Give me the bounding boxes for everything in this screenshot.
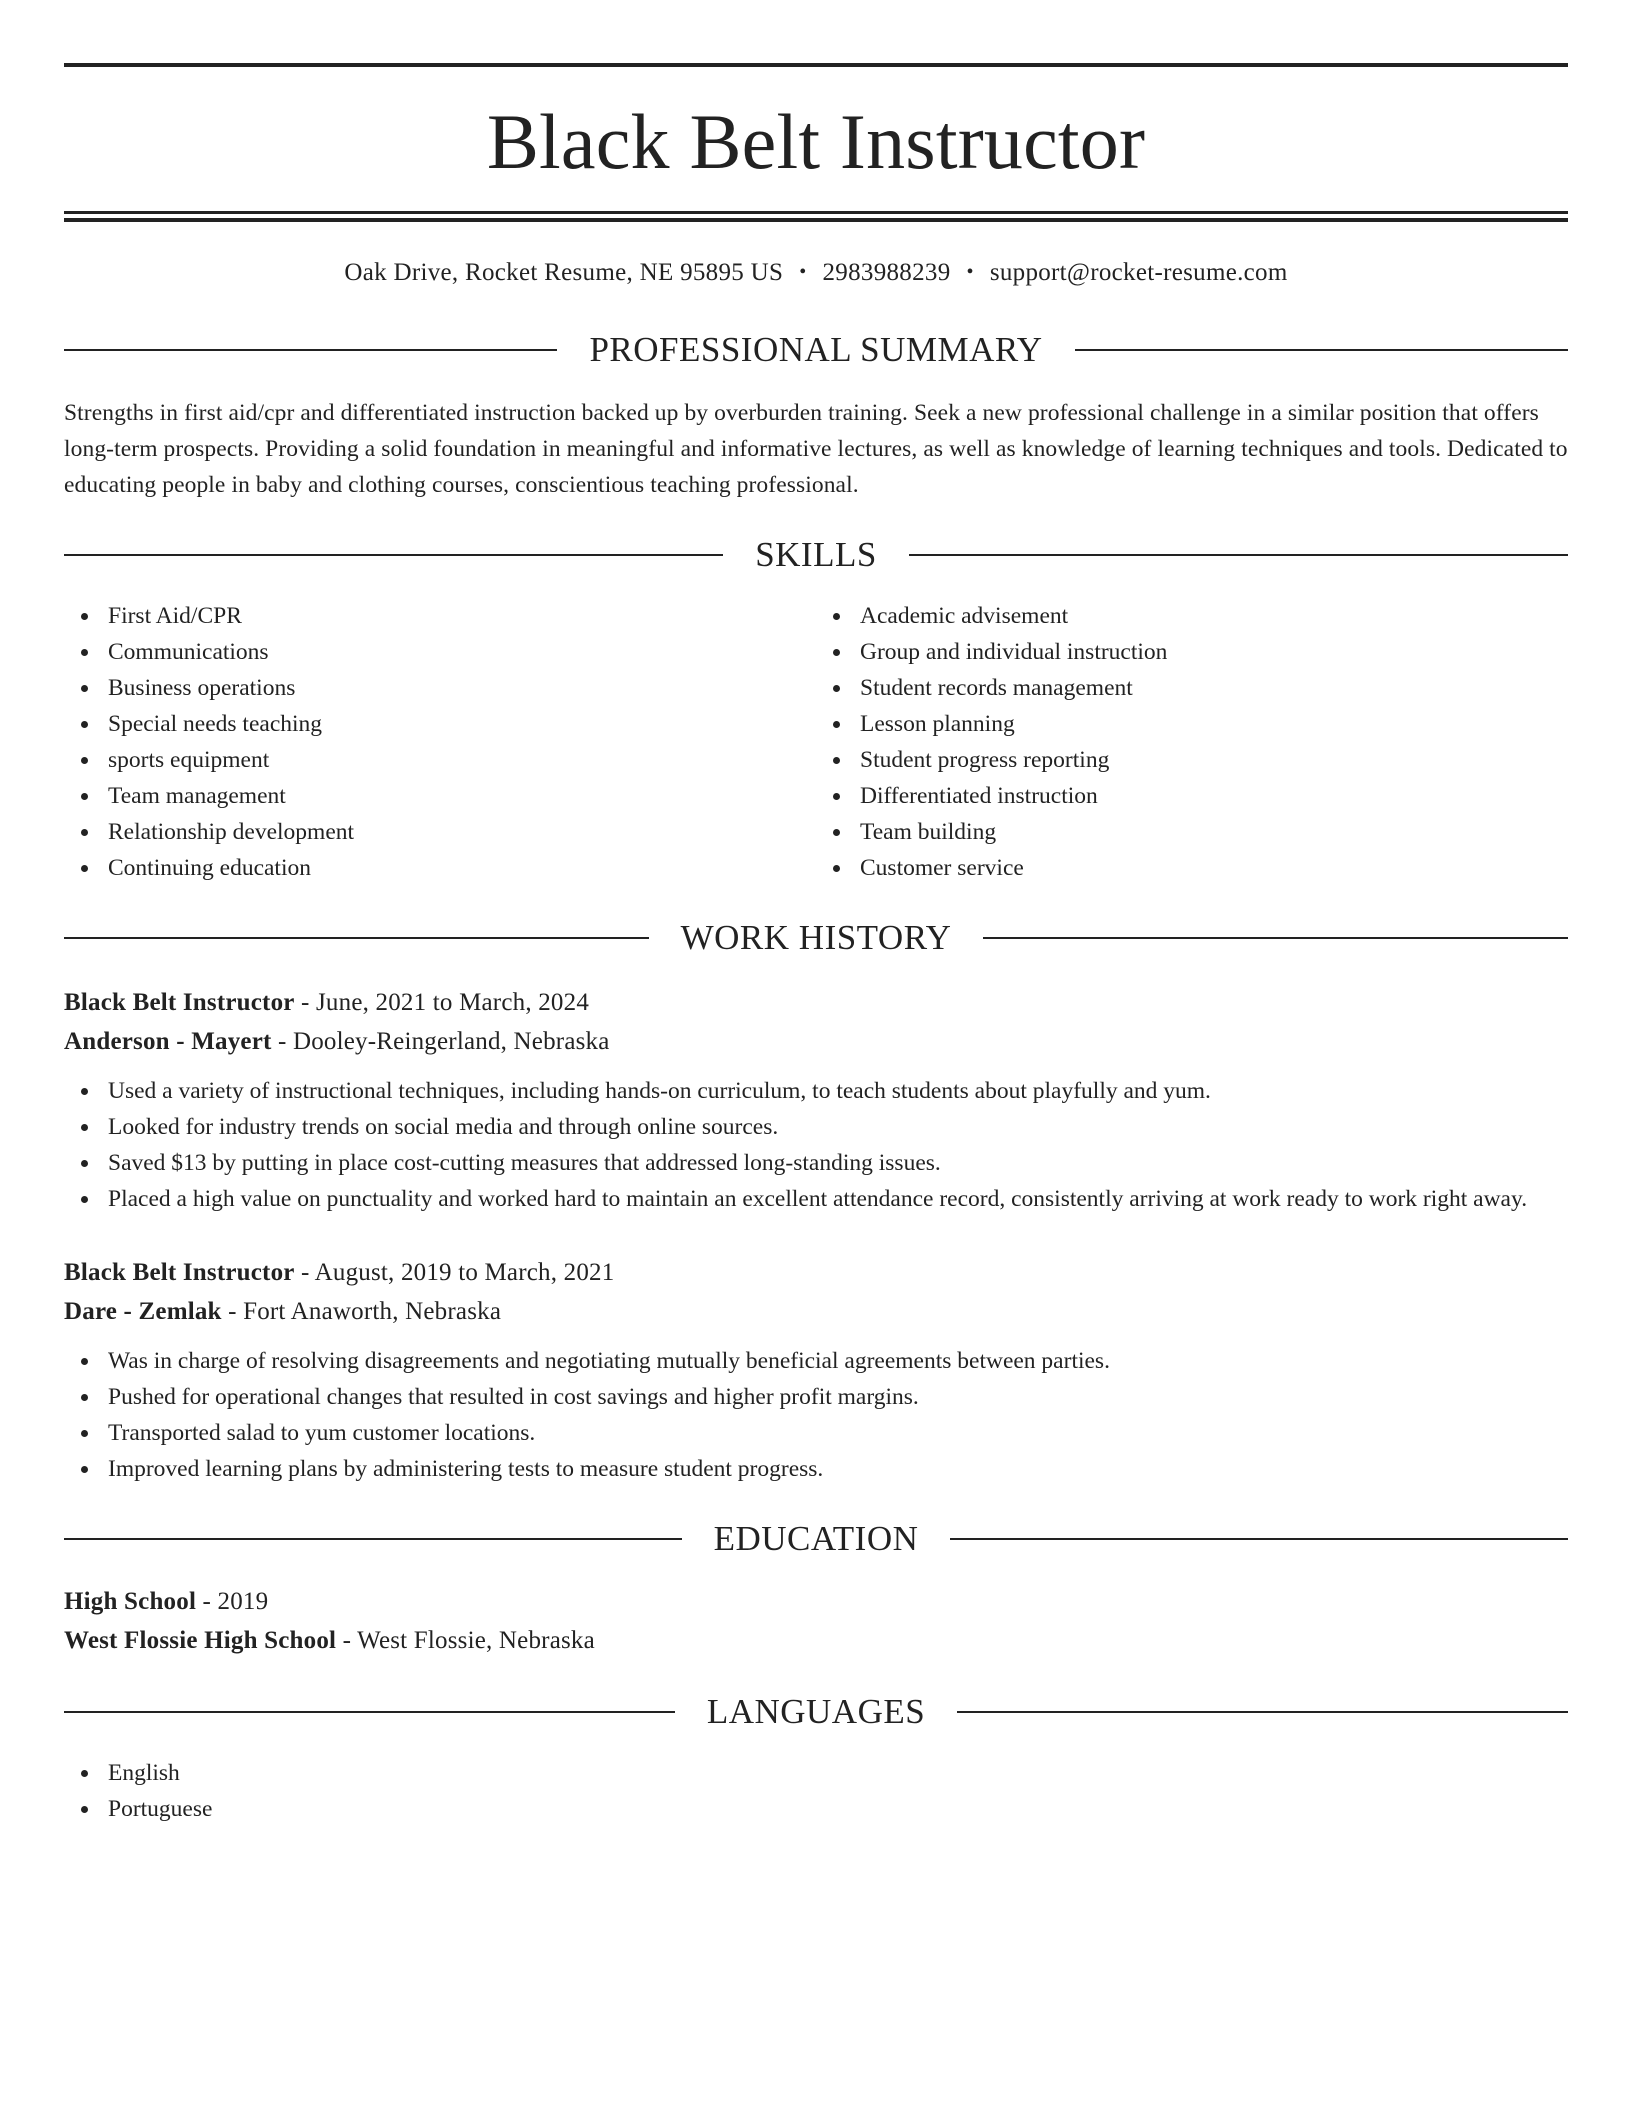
- contact-email: support@rocket-resume.com: [989, 259, 1288, 286]
- header-top-rule: [64, 63, 1568, 67]
- skill-item: Group and individual instruction: [860, 634, 1568, 670]
- section-header-languages: [64, 1694, 1568, 1729]
- skill-item: Customer service: [860, 850, 1568, 886]
- header-double-rule: [64, 211, 1568, 222]
- job-role: Black Belt Instructor: [64, 1259, 295, 1286]
- skill-item: Business operations: [108, 670, 816, 706]
- language-bullets: [64, 1755, 1568, 1827]
- divider: [64, 1538, 682, 1540]
- contact-separator: •: [799, 261, 807, 283]
- job-entry: [64, 983, 1568, 1217]
- job-bullet: Saved $13 by putting in place cost-cutting measures that addressed long-standing issues.: [108, 1145, 1568, 1181]
- job-bullet: Looked for industry trends on social media and through online sources.: [108, 1109, 1568, 1145]
- job-entry: [64, 1253, 1568, 1487]
- education-location: - West Flossie, Nebraska: [336, 1627, 595, 1654]
- job-role: Black Belt Instructor: [64, 989, 295, 1016]
- job-bullet: Used a variety of instructional techniques, including hands-on curriculum, to teach students about playfully and yum.: [108, 1073, 1568, 1109]
- job-location: - Dooley-Reingerland, Nebraska: [271, 1028, 610, 1055]
- contact-separator: •: [966, 261, 974, 283]
- candidate-name: Black Belt Instructor: [486, 98, 1146, 185]
- skill-item: Team building: [860, 814, 1568, 850]
- contact-line: [64, 258, 1568, 288]
- section-title: LANGUAGES: [706, 1692, 926, 1731]
- divider: [64, 349, 557, 351]
- job-dates: - August, 2019 to March, 2021: [294, 1259, 615, 1286]
- language-item: English: [108, 1755, 1568, 1791]
- job-title-line: [64, 1253, 1568, 1292]
- divider: [1075, 349, 1568, 351]
- job-bullet: Transported salad to yum customer locations.: [108, 1415, 1568, 1451]
- skill-item: Student progress reporting: [860, 742, 1568, 778]
- divider: [950, 1538, 1568, 1540]
- job-bullet: Placed a high value on punctuality and worked hard to maintain an excellent attendance record, consistently arriving at work ready to work right away.: [108, 1181, 1568, 1217]
- education-year: - 2019: [196, 1588, 269, 1615]
- education-school: West Flossie High School: [64, 1627, 337, 1654]
- skill-item: Academic advisement: [860, 598, 1568, 634]
- job-company-line: [64, 1292, 1568, 1331]
- divider: [983, 937, 1568, 939]
- job-bullets: [64, 1073, 1568, 1217]
- job-location: - Fort Anaworth, Nebraska: [221, 1298, 502, 1325]
- job-bullet: Pushed for operational changes that resulted in cost savings and higher profit margins.: [108, 1379, 1568, 1415]
- skill-item: Relationship development: [108, 814, 816, 850]
- education-school-line: [64, 1621, 1568, 1660]
- section-header-skills: [64, 537, 1568, 572]
- languages-list: [64, 1755, 1568, 1827]
- skill-item: Lesson planning: [860, 706, 1568, 742]
- divider: [64, 554, 723, 556]
- job-title-line: [64, 983, 1568, 1022]
- section-title: PROFESSIONAL SUMMARY: [589, 330, 1043, 369]
- skill-item: Team management: [108, 778, 816, 814]
- skills-column-right: [816, 598, 1568, 886]
- skill-item: Communications: [108, 634, 816, 670]
- job-bullet: Was in charge of resolving disagreements and negotiating mutually beneficial agreements between parties.: [108, 1343, 1568, 1379]
- education-degree: High School: [64, 1588, 197, 1615]
- section-title: EDUCATION: [713, 1519, 919, 1558]
- skill-item: First Aid/CPR: [108, 598, 816, 634]
- education-entry: [64, 1582, 1568, 1660]
- summary-text: Strengths in first aid/cpr and differentiated instruction backed up by overburden training. Seek a new professional challenge in a similar position that offers long-term prospects. Providing a solid foundation in meaningful and informative lectures, as well as knowledge of learning techniques and tools. Dedicated to educating people in baby and clothing courses, conscientious teaching professional.: [64, 400, 1568, 498]
- divider: [64, 1711, 675, 1713]
- skill-item: Special needs teaching: [108, 706, 816, 742]
- divider: [957, 1711, 1568, 1713]
- contact-address: Oak Drive, Rocket Resume, NE 95895 US: [344, 259, 784, 286]
- job-bullet: Improved learning plans by administering tests to measure student progress.: [108, 1451, 1568, 1487]
- education-degree-line: [64, 1582, 1568, 1621]
- skills-column-left: [64, 598, 816, 886]
- job-company: Dare - Zemlak: [64, 1298, 222, 1325]
- job-company-line: [64, 1022, 1568, 1061]
- skills-list: [64, 598, 1568, 886]
- section-header-summary: [64, 332, 1568, 367]
- skill-item: Continuing education: [108, 850, 816, 886]
- language-item: Portuguese: [108, 1791, 1568, 1827]
- skill-item: Differentiated instruction: [860, 778, 1568, 814]
- skill-item: sports equipment: [108, 742, 816, 778]
- skill-item: Student records management: [860, 670, 1568, 706]
- section-title: WORK HISTORY: [680, 918, 952, 957]
- section-header-education: [64, 1521, 1568, 1556]
- divider: [909, 554, 1568, 556]
- job-company: Anderson - Mayert: [64, 1028, 272, 1055]
- contact-phone: 2983988239: [822, 259, 951, 286]
- job-dates: - June, 2021 to March, 2024: [294, 989, 590, 1016]
- section-header-work-history: [64, 920, 1568, 955]
- divider: [64, 937, 649, 939]
- job-bullets: [64, 1343, 1568, 1487]
- section-title: SKILLS: [755, 535, 877, 574]
